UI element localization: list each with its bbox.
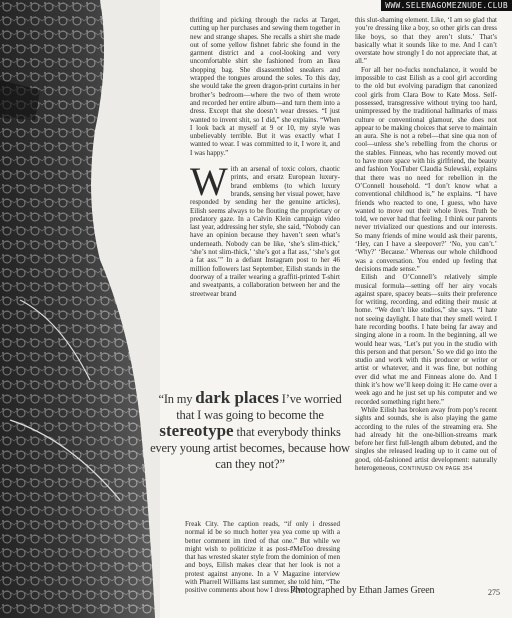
paragraph: this slut-shaming element. Like, ‘I am so glad that you’re dressing like a boy, so other girls can dress like boys, so that they aren’t sluts.’ That’s basically what it sounds like to me. And I can’t overstate how strongly I do not appreciate that, at all.”	[355, 16, 497, 66]
article-column-1	[190, 16, 340, 298]
paragraph: For all her no-fucks nonchalance, it would be impossible to cast Eilish as a cool girl according to the old but evolving paradigm that canonized cool girls from Clara Bow to Kate Moss. Self-possessed, transgressive without trying too hard, unimpressed by the traditional hallmarks of mass culture or conventional glamour, she does not appear to be making choices that serve to maintain an aura. She is not a rebel—that sine qua non of cool—unless she’s rebelling from the chorus or the stables. Finneas, who has recently moved out to have more space with his girlfriend, the beauty and fashion YouTuber Claudia Sulewski, explains that there was no need for rebellion in the O’Connell household. “I don’t know what a conventional childhood is,” he explains. “I have friends who reacted to one, I guess, who have wanted to move out their whole lives. Truth be told, we never had that feeling. I think our parents never trivialized our questions and our interests. So many friends of mine would ask their parents, ‘Hey, can I have a sleepover?’ ‘No, you can’t.’ ‘Why?’ ‘Because.’ Whereas our whole childhood was a conversation. You ended up feeling that decisions made sense.”	[355, 65, 497, 273]
drop-cap: W	[190, 159, 228, 205]
article-column-3	[355, 16, 497, 473]
watermark-banner: WWW.SELENAGOMEZNUDE.CLUB	[381, 0, 512, 11]
pull-quote-emphasis: stereotype	[159, 421, 234, 440]
paragraph	[355, 406, 497, 473]
paragraph-text: While Eilish has broken away from pop’s recent sights and sounds, she is also playing the game according to the rules of the streaming era. She had already hit the one-billion-streams mark before her first full-length album debuted, and the singles she released leading up to it came out of good, old-fashioned artist development: naturally heterogeneous,	[355, 405, 497, 473]
paragraph: Eilish and O’Connell’s relatively simple musical formula—setting off her airy vocals against spare, spacey beats—suits their preference for writing, recording, and editing their music at home. “We don’t like studios,” she says. “I hate not seeing daylight. I hate that they smell weird. I hate recording booths. I hate being far away and singing alone in a room. In the beginning, all we would hear was, ‘Let’s put you in the studio with this person and that person.’ So we did go into the studio and work with this producer or writer or artist or whatever, and it was fine, but nothing ever did what me and Finneas alone do. And I think it’s how we’ll keep doing it: He came over a week ago and he just set up his computer and we recorded something right here.”	[355, 273, 497, 406]
continued-note: CONTINUED ON PAGE 354	[398, 466, 473, 473]
article-column-2	[185, 520, 340, 595]
paragraph-text: ith an arsenal of toxic colors, chaotic prints, and ersatz European luxury-brand emblems (to which luxury brands, sensing her visual power, have responded by sending her the genuine articles), Eilish seems always to be flouting the proprietary or predatory gaze. In a Calvin Klein campaign video last year, addressing her style, she said, “Nobody can have an opinion because they haven’t seen what’s underneath. Nobody can be like, ‘she’s slim-thick,’ ‘she’s not slim-thick,’ ‘she’s got a flat ass,’ ‘she’s got a fat ass.’” In a defiant Instagram post to her 46 million followers last September, Eilish stands in the doorway of a trailer wearing a graffiti-printed T-shirt and sweatpants, a collaboration between her and the streetwear brand	[190, 165, 340, 298]
pull-quote-text: that everybody thinks every young artist becomes, because how can they not?”	[150, 425, 350, 471]
photo-credit: Photographed by Ethan James Green	[290, 585, 435, 596]
paragraph-dropcap	[190, 159, 340, 298]
pull-quote-text: I’ve worried that I was going to become the	[176, 392, 342, 422]
pull-quote-emphasis: dark places	[195, 388, 279, 407]
pull-quote	[150, 390, 350, 472]
paragraph: Freak City. The caption reads, “if only i dressed normal id be so much hotter yea yea come up with a better comment im tired of that one.” But while we might wish to politicize it as post-#MeToo dressing that has wrested skater style from the dominion of men and boys, Eilish makes clear that her look is not a protest against anyone. In a V Magazine interview with Pharrell Williams last summer, she told him, “The positive comments about how I dress have	[185, 520, 340, 595]
lace-gown-image	[0, 0, 160, 618]
pull-quote-text: “In my	[158, 392, 196, 406]
page-number: 275	[488, 588, 500, 597]
paragraph: thrifting and picking through the racks at Target, cutting up her purchases and sewing them together in new and strange shapes. She recalls a shirt she made out of some yellow fishnet fabric she found in the garment district and a cool-looking and very uncomfortable shirt she fashioned from an Ikea shopping bag. She disassembled sneakers and wrapped the tongues around the soles. To this day, she would take the green dragon-print curtains in her brother’s bedroom—where the two of them wrote and recorded her entire album—and turn them into a dress. Except that she doesn’t wear dresses. “I just wanted to invent shit, so I did,” she explains. “When I look back at myself at 9 or 10, my style was unbelievably terrible. But it was exactly what I wanted to wear. I was committed to it, I wore it, and I was happy.”	[190, 16, 340, 157]
photo-lace-gown	[0, 0, 160, 618]
